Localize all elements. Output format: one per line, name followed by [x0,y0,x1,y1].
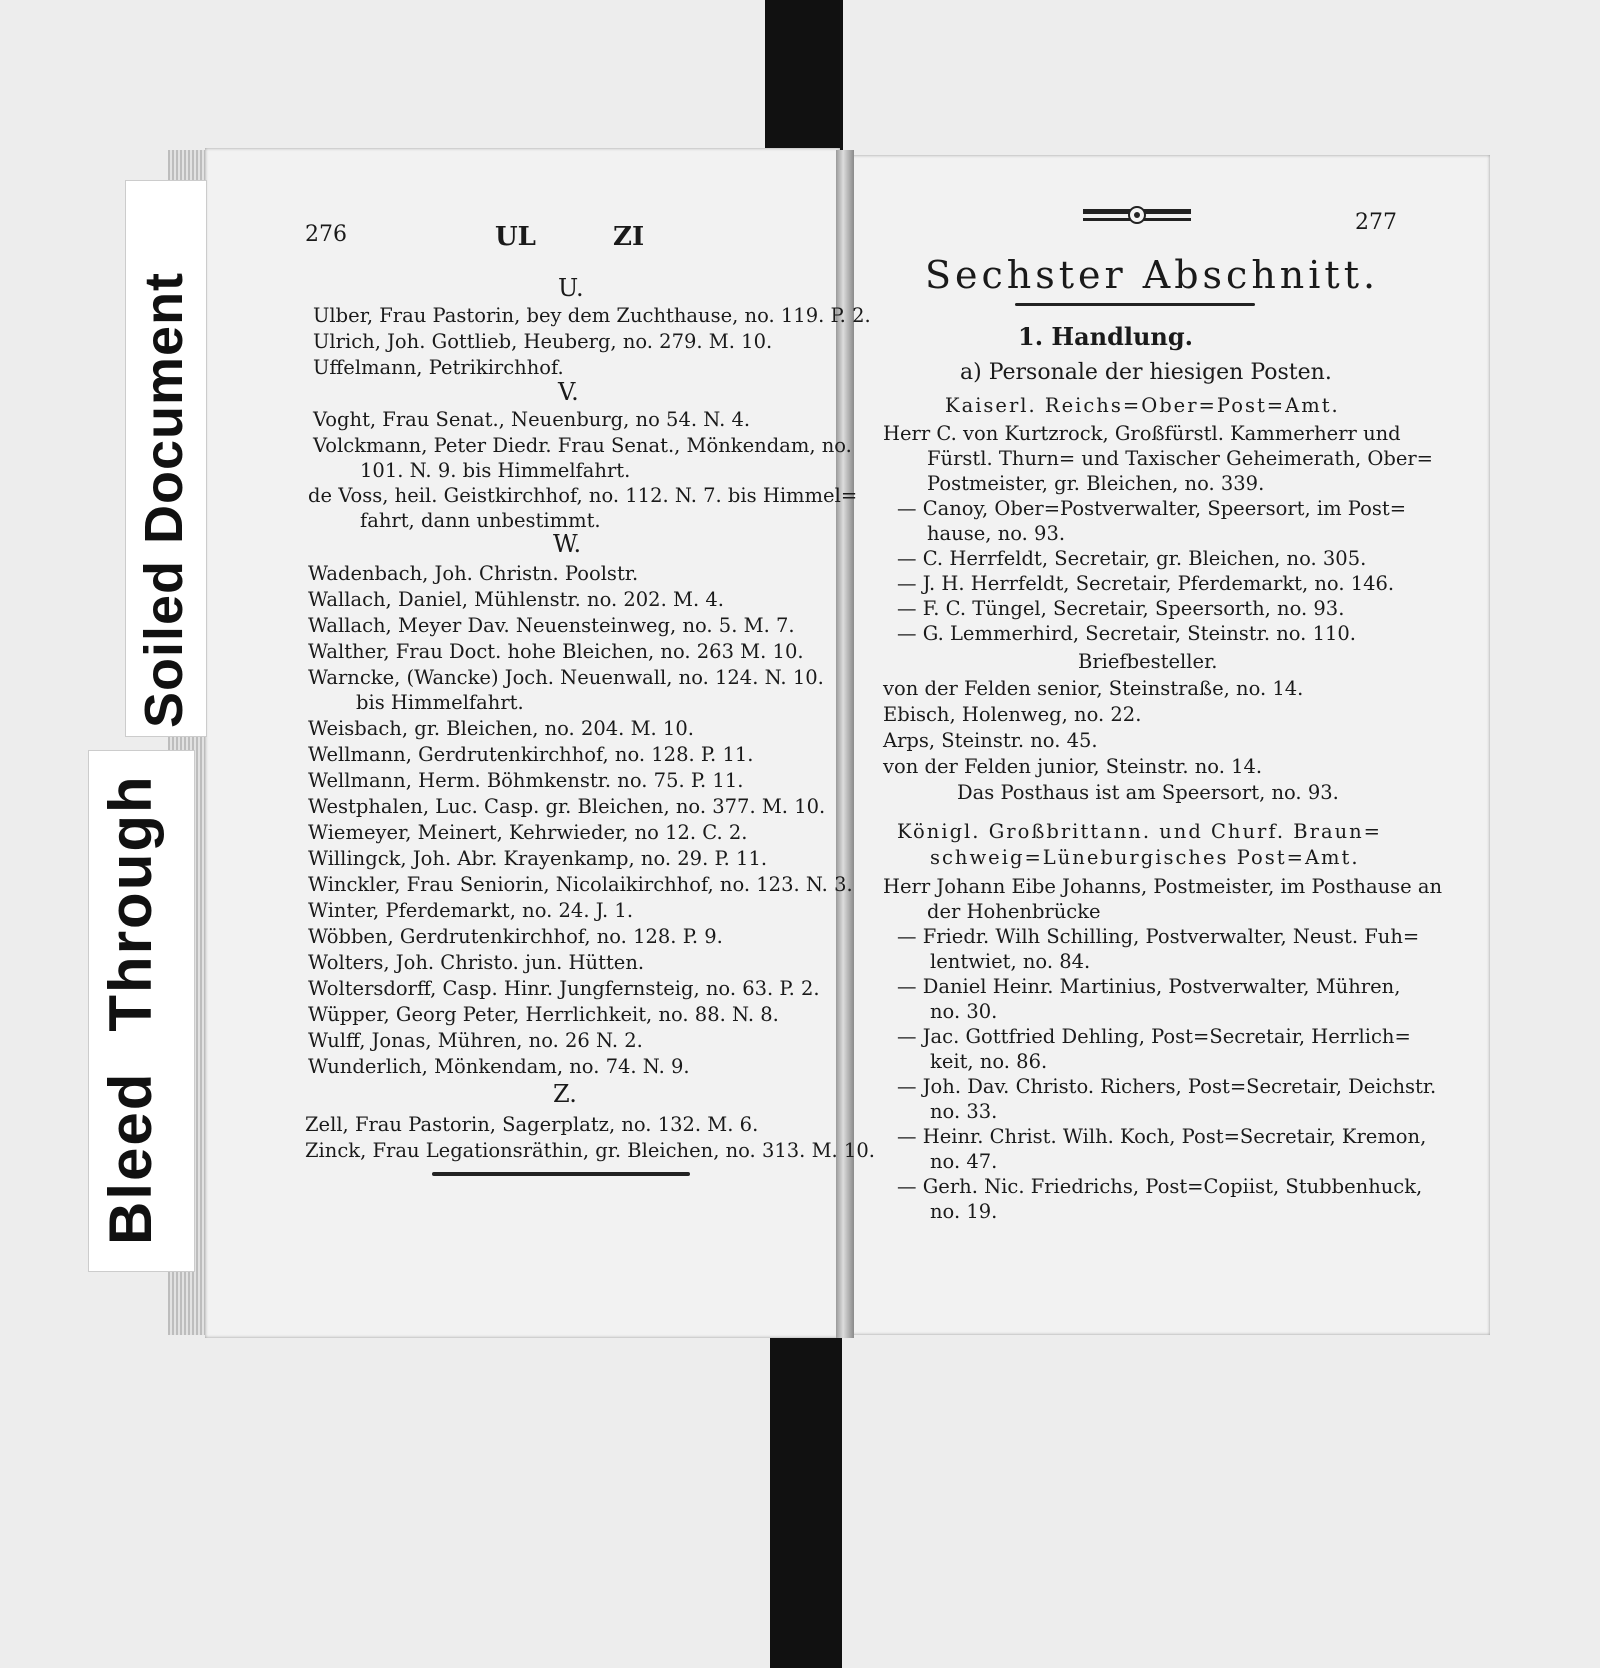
staff-entry-continued: no. 33. [930,1100,998,1123]
ornament-icon [1083,203,1191,227]
office-heading: Kaiserl. Reichs=Ober=Post=Amt. [945,394,1340,417]
subsection-heading: a) Personale der hiesigen Posten. [960,360,1332,385]
staff-entry-continued: Postmeister, gr. Bleichen, no. 339. [927,472,1265,495]
directory-entry: Wallach, Daniel, Mühlenstr. no. 202. M. 4. [308,588,724,611]
staff-entry: Herr Johann Eibe Johanns, Postmeister, im Posthause an [883,875,1443,898]
directory-entry: Woltersdorff, Casp. Hinr. Jungfernsteig, no. 63. P. 2. [308,977,820,1000]
title-rule [1015,303,1255,306]
section-letter-z: Z. [553,1080,577,1108]
letter-carrier-entry: Arps, Steinstr. no. 45. [883,729,1098,752]
directory-entry: Wüpper, Georg Peter, Herrlichkeit, no. 88. N. 8. [308,1003,779,1026]
left-page-number: 276 [305,222,347,247]
chapter-title: Sechster Abschnitt. [925,253,1380,297]
staff-entry: — Heinr. Christ. Wilh. Koch, Post=Secretair, Kremon, [897,1125,1427,1148]
staff-entry: — J. H. Herrfeldt, Secretair, Pferdemarkt, no. 146. [897,572,1395,595]
directory-entry: de Voss, heil. Geistkirchhof, no. 112. N. 7. bis Himmel= [308,484,858,507]
through-word: Through [97,774,164,1032]
directory-entry: Wellmann, Gerdrutenkirchhof, no. 128. P. 11. [308,743,754,766]
directory-entry: Willingck, Joh. Abr. Krayenkamp, no. 29. P. 11. [308,847,768,870]
directory-entry: Wellmann, Herm. Böhmkenstr. no. 75. P. 11. [308,769,744,792]
directory-entry: Westphalen, Luc. Casp. gr. Bleichen, no. 377. M. 10. [308,795,826,818]
end-rule [432,1172,690,1176]
directory-entry: Ulber, Frau Pastorin, bey dem Zuchthause, no. 119. P. 2. [313,304,871,327]
section-letter-w: W. [553,530,582,558]
directory-entry: Ulrich, Joh. Gottlieb, Heuberg, no. 279. M. 10. [313,330,773,353]
staff-entry: — C. Herrfeldt, Secretair, gr. Bleichen, no. 305. [897,547,1367,570]
directory-entry: Wöbben, Gerdrutenkirchhof, no. 128. P. 9. [308,925,723,948]
directory-entry-continued: fahrt, dann unbestimmt. [360,509,601,532]
bleed-through-label [96,734,165,1245]
staff-entry-continued: no. 47. [930,1150,998,1173]
soiled-document-label: Soiled Document [134,271,194,728]
posthaus-note: Das Posthaus ist am Speersort, no. 93. [957,781,1339,804]
binding-strap-bottom [770,1335,842,1668]
staff-entry: — G. Lemmerhird, Secretair, Steinstr. no. 110. [897,622,1356,645]
staff-entry-continued: keit, no. 86. [930,1050,1048,1073]
directory-entry: Warncke, (Wancke) Joch. Neuenwall, no. 124. N. 10. [308,666,824,689]
left-header-zi: ZI [613,222,645,252]
letter-carrier-entry: von der Felden senior, Steinstraße, no. 14. [883,677,1304,700]
directory-entry: Wulff, Jonas, Mühren, no. 26 N. 2. [308,1029,643,1052]
letter-carrier-entry: Ebisch, Holenweg, no. 22. [883,703,1142,726]
directory-entry: Volckmann, Peter Diedr. Frau Senat., Mönkendam, no. [313,434,852,457]
staff-entry: — Canoy, Ober=Postverwalter, Speersort, im Post= [897,497,1407,520]
briefbesteller-heading: Briefbesteller. [1078,650,1218,673]
staff-entry: — Joh. Dav. Christo. Richers, Post=Secretair, Deichstr. [897,1075,1437,1098]
staff-entry-continued: no. 30. [930,1000,998,1023]
directory-entry: Wiemeyer, Meinert, Kehrwieder, no 12. C. 2. [308,821,748,844]
bleed-word: Bleed [97,1071,164,1245]
staff-entry-continued: Fürstl. Thurn= und Taxischer Geheimerath, Ober= [927,447,1434,470]
directory-entry: Voght, Frau Senat., Neuenburg, no 54. N. 4. [313,408,751,431]
staff-entry-continued: lentwiet, no. 84. [930,950,1091,973]
section-heading: 1. Handlung. [1018,322,1194,351]
directory-entry-continued: bis Himmelfahrt. [356,691,524,714]
directory-entry: Weisbach, gr. Bleichen, no. 204. M. 10. [308,717,694,740]
directory-entry: Wolters, Joh. Christo. jun. Hütten. [308,951,645,974]
binding-strap-top [765,0,843,155]
right-page-number: 277 [1355,210,1397,235]
letter-carrier-entry: von der Felden junior, Steinstr. no. 14. [883,755,1263,778]
directory-entry: Winckler, Frau Seniorin, Nicolaikirchhof, no. 123. N. 3. [308,873,853,896]
directory-entry: Winter, Pferdemarkt, no. 24. J. 1. [308,899,634,922]
section-letter-v: V. [558,378,579,406]
staff-entry-continued: der Hohenbrücke [927,900,1101,923]
staff-entry: — F. C. Tüngel, Secretair, Speersorth, no. 93. [897,597,1345,620]
directory-entry: Wunderlich, Mönkendam, no. 74. N. 9. [308,1055,690,1078]
office-heading-continued: schweig=Lüneburgisches Post=Amt. [930,846,1360,869]
directory-entry: Wadenbach, Joh. Christn. Poolstr. [308,562,639,585]
staff-entry: — Friedr. Wilh Schilling, Postverwalter, Neust. Fuh= [897,925,1420,948]
directory-entry: Zell, Frau Pastorin, Sagerplatz, no. 132. M. 6. [305,1113,759,1136]
staff-entry-continued: no. 19. [930,1200,998,1223]
section-letter-u: U. [558,274,584,302]
staff-entry-continued: hause, no. 93. [927,522,1066,545]
directory-entry: Uffelmann, Petrikirchhof. [313,356,564,379]
left-header-ul: UL [495,222,536,252]
staff-entry: — Jac. Gottfried Dehling, Post=Secretair, Herrlich= [897,1025,1411,1048]
directory-entry-continued: 101. N. 9. bis Himmelfahrt. [360,459,631,482]
office-heading: Königl. Großbrittann. und Churf. Braun= [897,820,1383,843]
directory-entry: Zinck, Frau Legationsräthin, gr. Bleichen, no. 313. M. 10. [305,1139,875,1162]
staff-entry: Herr C. von Kurtzrock, Großfürstl. Kammerherr und [883,422,1401,445]
directory-entry: Wallach, Meyer Dav. Neuensteinweg, no. 5. M. 7. [308,614,795,637]
directory-entry: Walther, Frau Doct. hohe Bleichen, no. 263 M. 10. [308,640,804,663]
staff-entry: — Daniel Heinr. Martinius, Postverwalter, Mühren, [897,975,1401,998]
staff-entry: — Gerh. Nic. Friedrichs, Post=Copiist, Stubbenhuck, [897,1175,1423,1198]
